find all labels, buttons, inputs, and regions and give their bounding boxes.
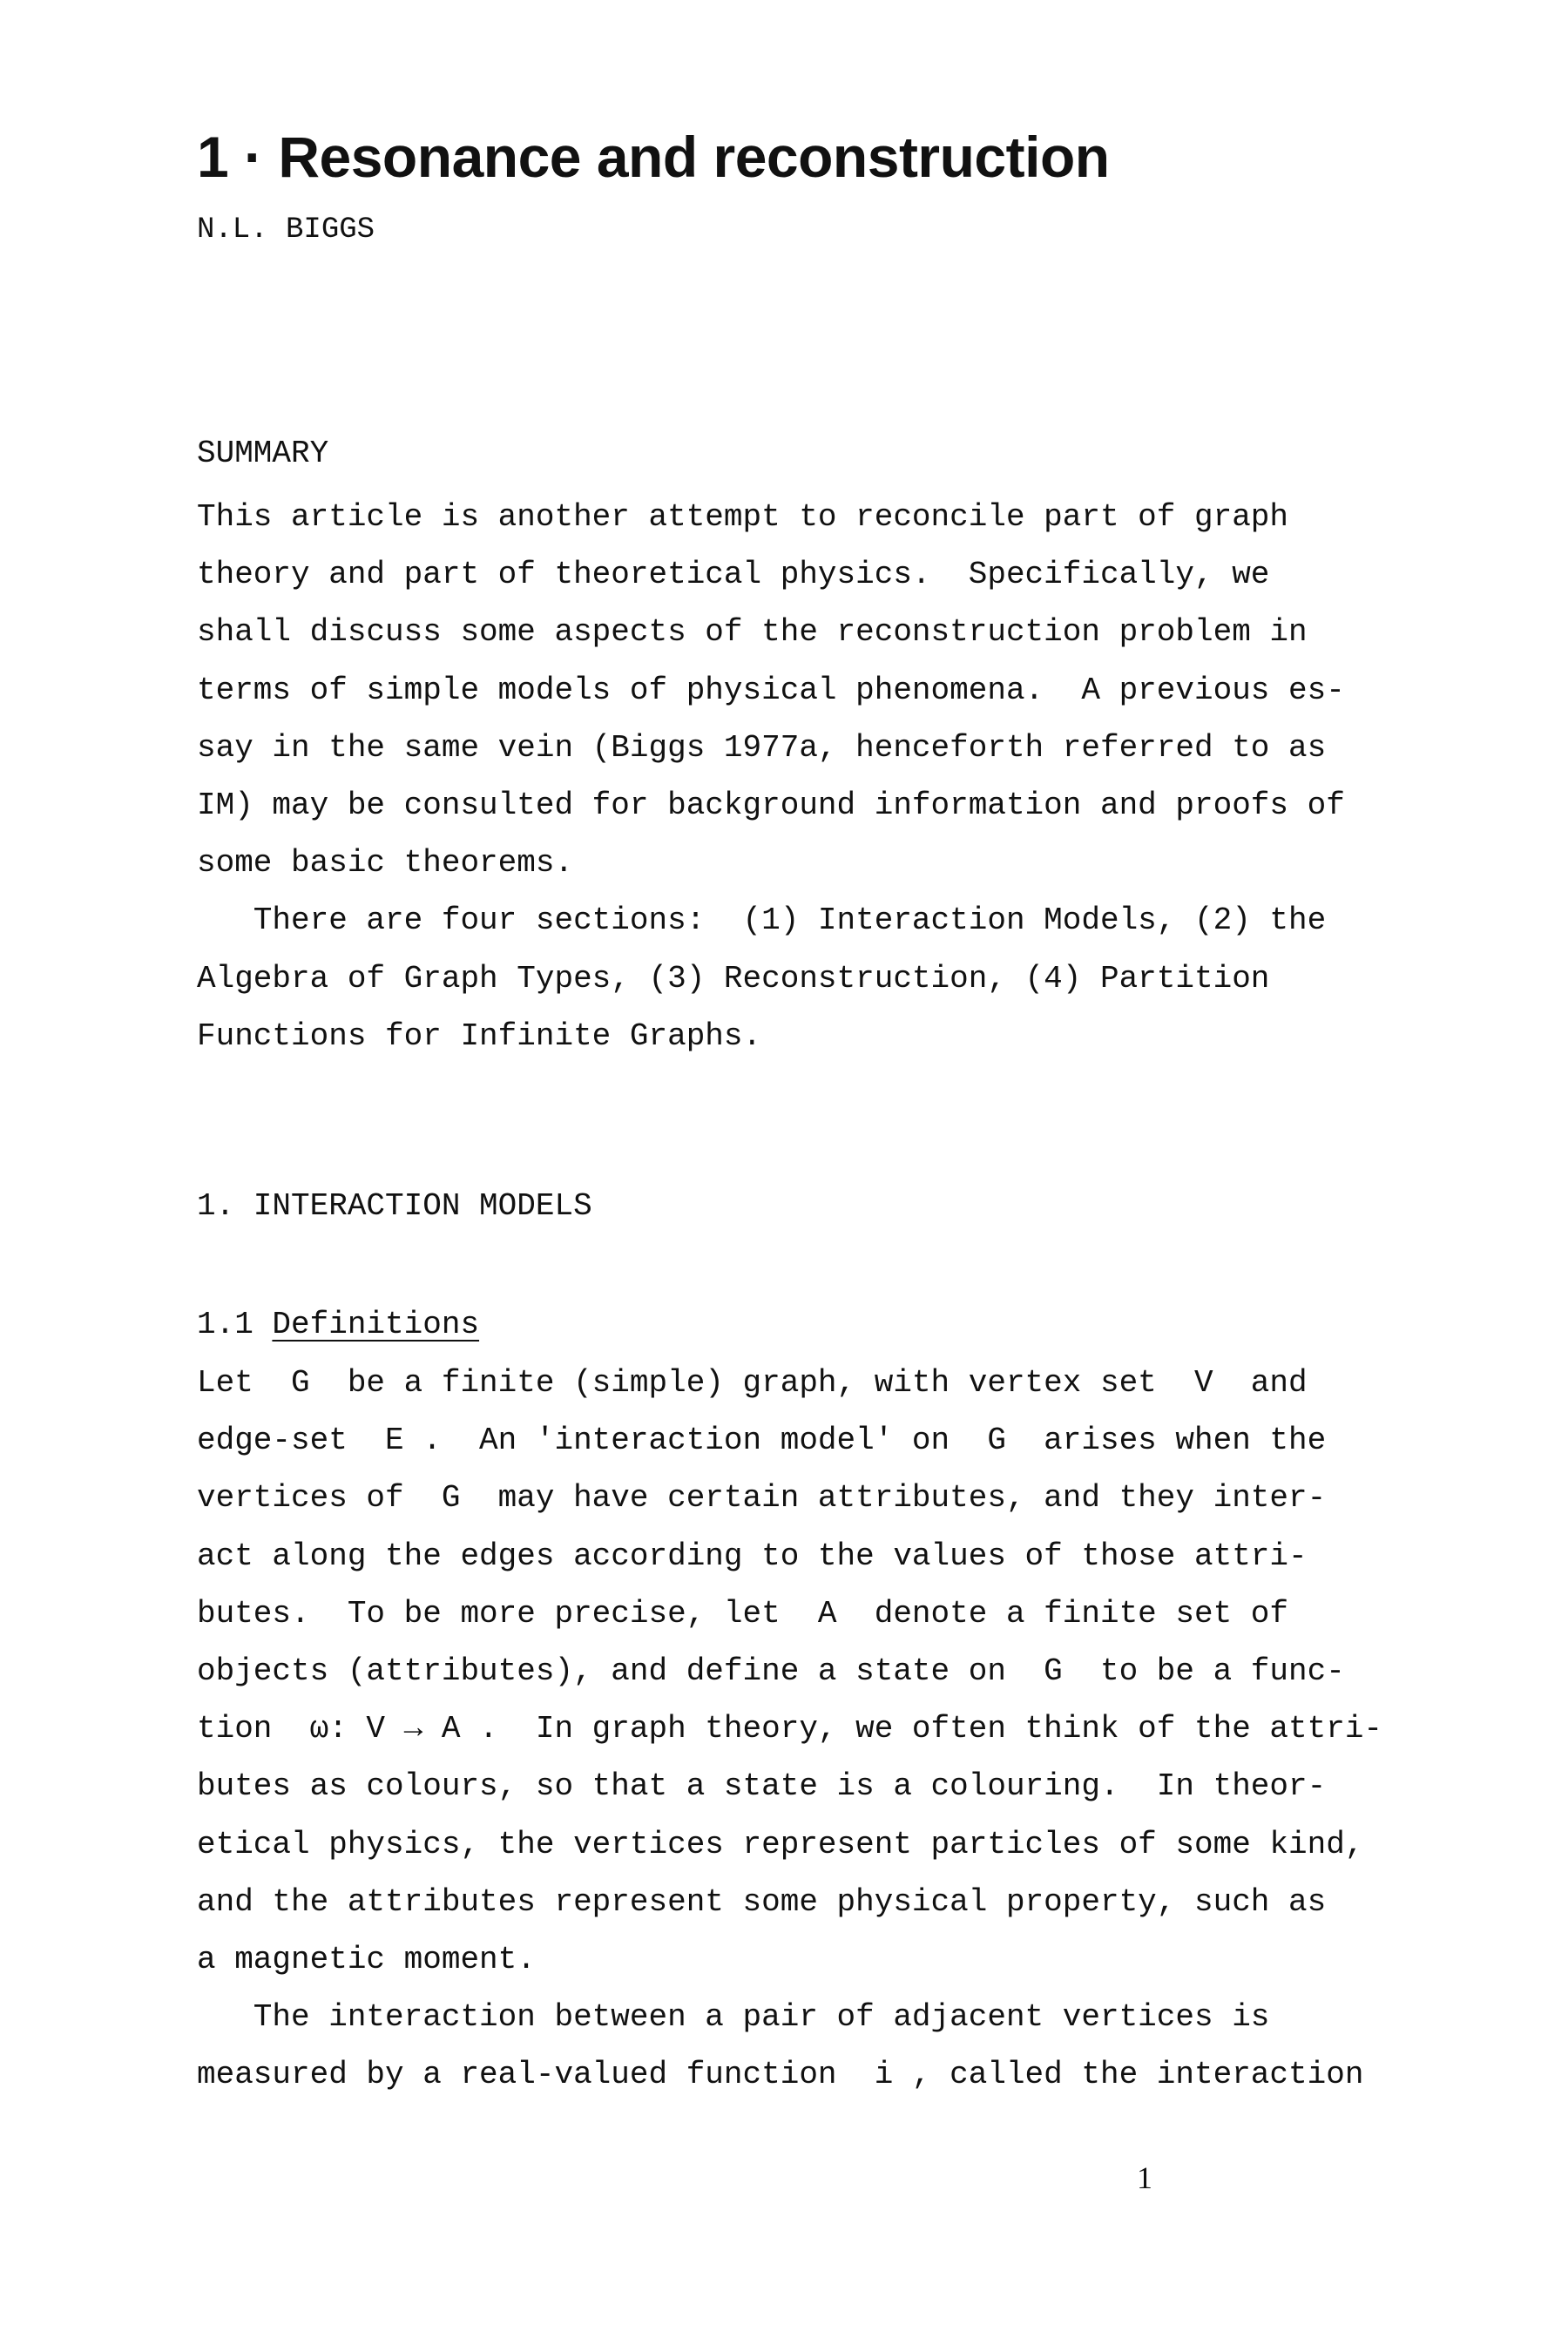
section-heading: 1. INTERACTION MODELS <box>197 1188 592 1224</box>
text-line: Algebra of Graph Types, (3) Reconstruction, (4) Partition <box>197 960 1270 997</box>
text-line: butes. To be more precise, let A denote a finite set of <box>197 1595 1289 1632</box>
text-line: some basic theorems. <box>197 845 574 882</box>
summary-heading: SUMMARY <box>197 436 329 471</box>
text-line: Let G be a finite (simple) graph, with vertex set V and <box>197 1365 1308 1401</box>
subsection-title: Definitions <box>272 1307 480 1342</box>
summary-body <box>197 489 1416 1065</box>
text-line: terms of simple models of physical phenomena. A previous es- <box>197 672 1345 708</box>
text-line: butes as colours, so that a state is a colouring. In theor- <box>197 1768 1327 1805</box>
text-line: shall discuss some aspects of the reconstruction problem in <box>197 614 1308 651</box>
article-title: 1 · Resonance and reconstruction <box>197 125 1110 189</box>
text-line: act along the edges according to the values of those attri- <box>197 1538 1308 1574</box>
subsection-heading <box>197 1296 479 1354</box>
author-name: N.L. BIGGS <box>197 213 375 247</box>
text-line: a magnetic moment. <box>197 1941 536 1977</box>
text-line: Functions for Infinite Graphs. <box>197 1017 762 1054</box>
text-line: etical physics, the vertices represent particles of some kind, <box>197 1826 1364 1862</box>
text-line: objects (attributes), and define a state on G to be a func- <box>197 1652 1345 1689</box>
page-number: 1 <box>1137 2160 1152 2195</box>
text-line: theory and part of theoretical physics. Specifically, we <box>197 557 1270 593</box>
text-line: edge-set E . An 'interaction model' on G arises when the <box>197 1423 1327 1459</box>
paper-page <box>197 0 1416 2352</box>
text-line: There are four sections: (1) Interaction Models, (2) the <box>197 902 1327 939</box>
definitions-body <box>197 1355 1416 2104</box>
text-line: measured by a real-valued function i , called the interaction <box>197 2057 1364 2093</box>
text-line: and the attributes represent some physical property, such as <box>197 1883 1327 1920</box>
subsection-number: 1.1 <box>197 1307 273 1342</box>
text-line: vertices of G may have certain attributes, and they inter- <box>197 1480 1327 1517</box>
text-line: tion ω: V → A . In graph theory, we often think of the attri- <box>197 1711 1383 1747</box>
text-line: This article is another attempt to reconcile part of graph <box>197 499 1289 535</box>
text-line: The interaction between a pair of adjacent vertices is <box>197 1999 1270 2036</box>
text-line: say in the same vein (Biggs 1977a, henceforth referred to as <box>197 729 1327 766</box>
text-line: IM) may be consulted for background information and proofs of <box>197 787 1345 823</box>
